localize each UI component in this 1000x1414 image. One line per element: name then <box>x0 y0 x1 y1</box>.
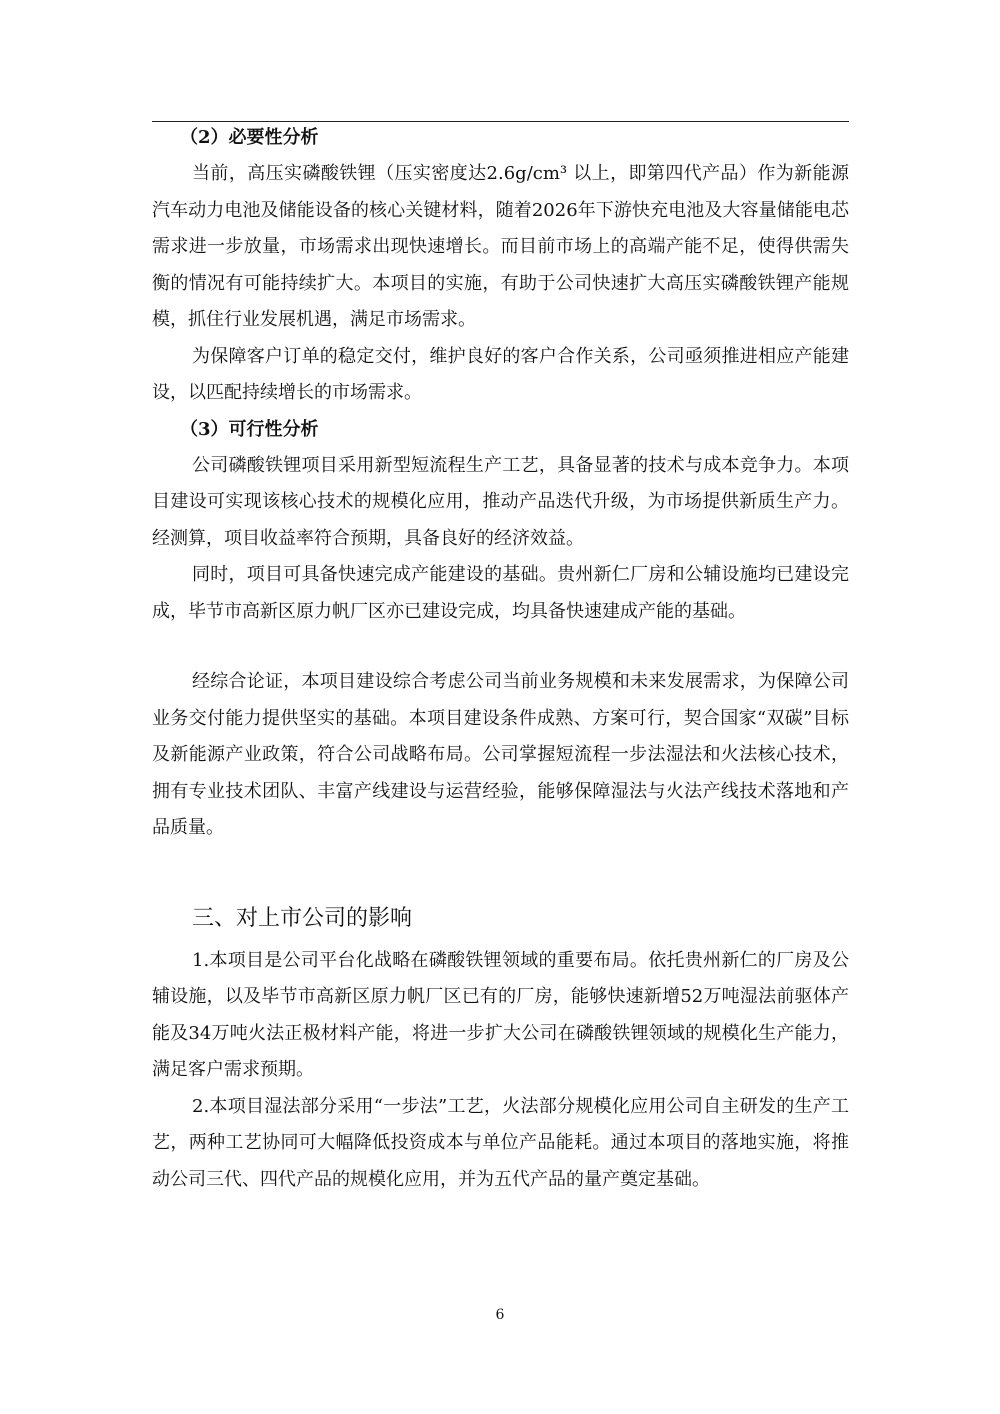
section-spacer <box>152 847 849 899</box>
feasibility-paragraph-1: 公司磷酸铁锂项目采用新型短流程生产工艺，具备显著的技术与成本竞争力。本项目建设可实现该核心技术的规模化应用，推动产品迭代升级，为市场提供新质生产力。经测算，项目收益率符合预期，具备良好的经济效益。 <box>152 454 849 549</box>
necessity-paragraph-1: 当前，高压实磷酸铁锂（压实密度达2.6g/cm³ 以上，即第四代产品）作为新能源汽车动力电池及储能设备的核心关键材料，随着2026年下游快充电池及大容量储能电芯需求进一步放量，市场需求出现快速增长。而目前市场上的高端产能不足，使得供需失衡的情况有可能持续扩大。本项目的实施，有助于公司快速扩大高压实磷酸铁锂产能规模，抓住行业发展机遇，满足市场需求。 <box>152 163 849 330</box>
impact-paragraph-1: 1.本项目是公司平台化战略在磷酸铁锂领域的重要布局。依托贵州新仁的厂房及公辅设施，以及毕节市高新区原力帆厂区已有的厂房，能够快速新增52万吨湿法前驱体产能及34万吨火法正极材料产能，将进一步扩大公司在磷酸铁锂领域的规模化生产能力，满足客户需求预期。 <box>152 949 849 1080</box>
page-number: 6 <box>495 1307 505 1323</box>
impact-paragraph-2: 2.本项目湿法部分采用“一步法”工艺，火法部分规模化应用公司自主研发的生产工艺，两种工艺协同可大幅降低投资成本与单位产品能耗。通过本项目的落地实施，将推动公司三代、四代产品的规模化应用，并为五代产品的量产奠定基础。 <box>152 1095 849 1190</box>
necessity-heading: （2）必要性分析 <box>180 127 319 148</box>
feasibility-paragraph-2: 同时，项目可具备快速完成产能建设的基础。贵州新仁厂房和公辅设施均已建设完成，毕节市高新区原力帆厂区亦已建设完成，均具备快速建成产能的基础。 <box>152 564 849 622</box>
paragraph-spacer <box>152 630 849 664</box>
conclusion-paragraph: 经综合论证，本项目建设综合考虑公司当前业务规模和未来发展需求，为保障公司业务交付能力提供坚实的基础。本项目建设条件成熟、方案可行，契合国家“双碳”目标及新能源产业政策，符合公司战略布局。公司掌握短流程一步法湿法和火法核心技术，拥有专业技术团队、丰富产线建设与运营经验，能够保障湿法与火法产线技术落地和产品质量。 <box>152 671 849 838</box>
feasibility-heading: （3）可行性分析 <box>180 418 319 440</box>
necessity-paragraph-2: 为保障客户订单的稳定交付，维护良好的客户合作关系，公司亟须推进相应产能建设，以匹配持续增长的市场需求。 <box>152 345 849 403</box>
document-body <box>152 120 849 1198</box>
impact-heading: 三、对上市公司的影响 <box>192 905 413 931</box>
